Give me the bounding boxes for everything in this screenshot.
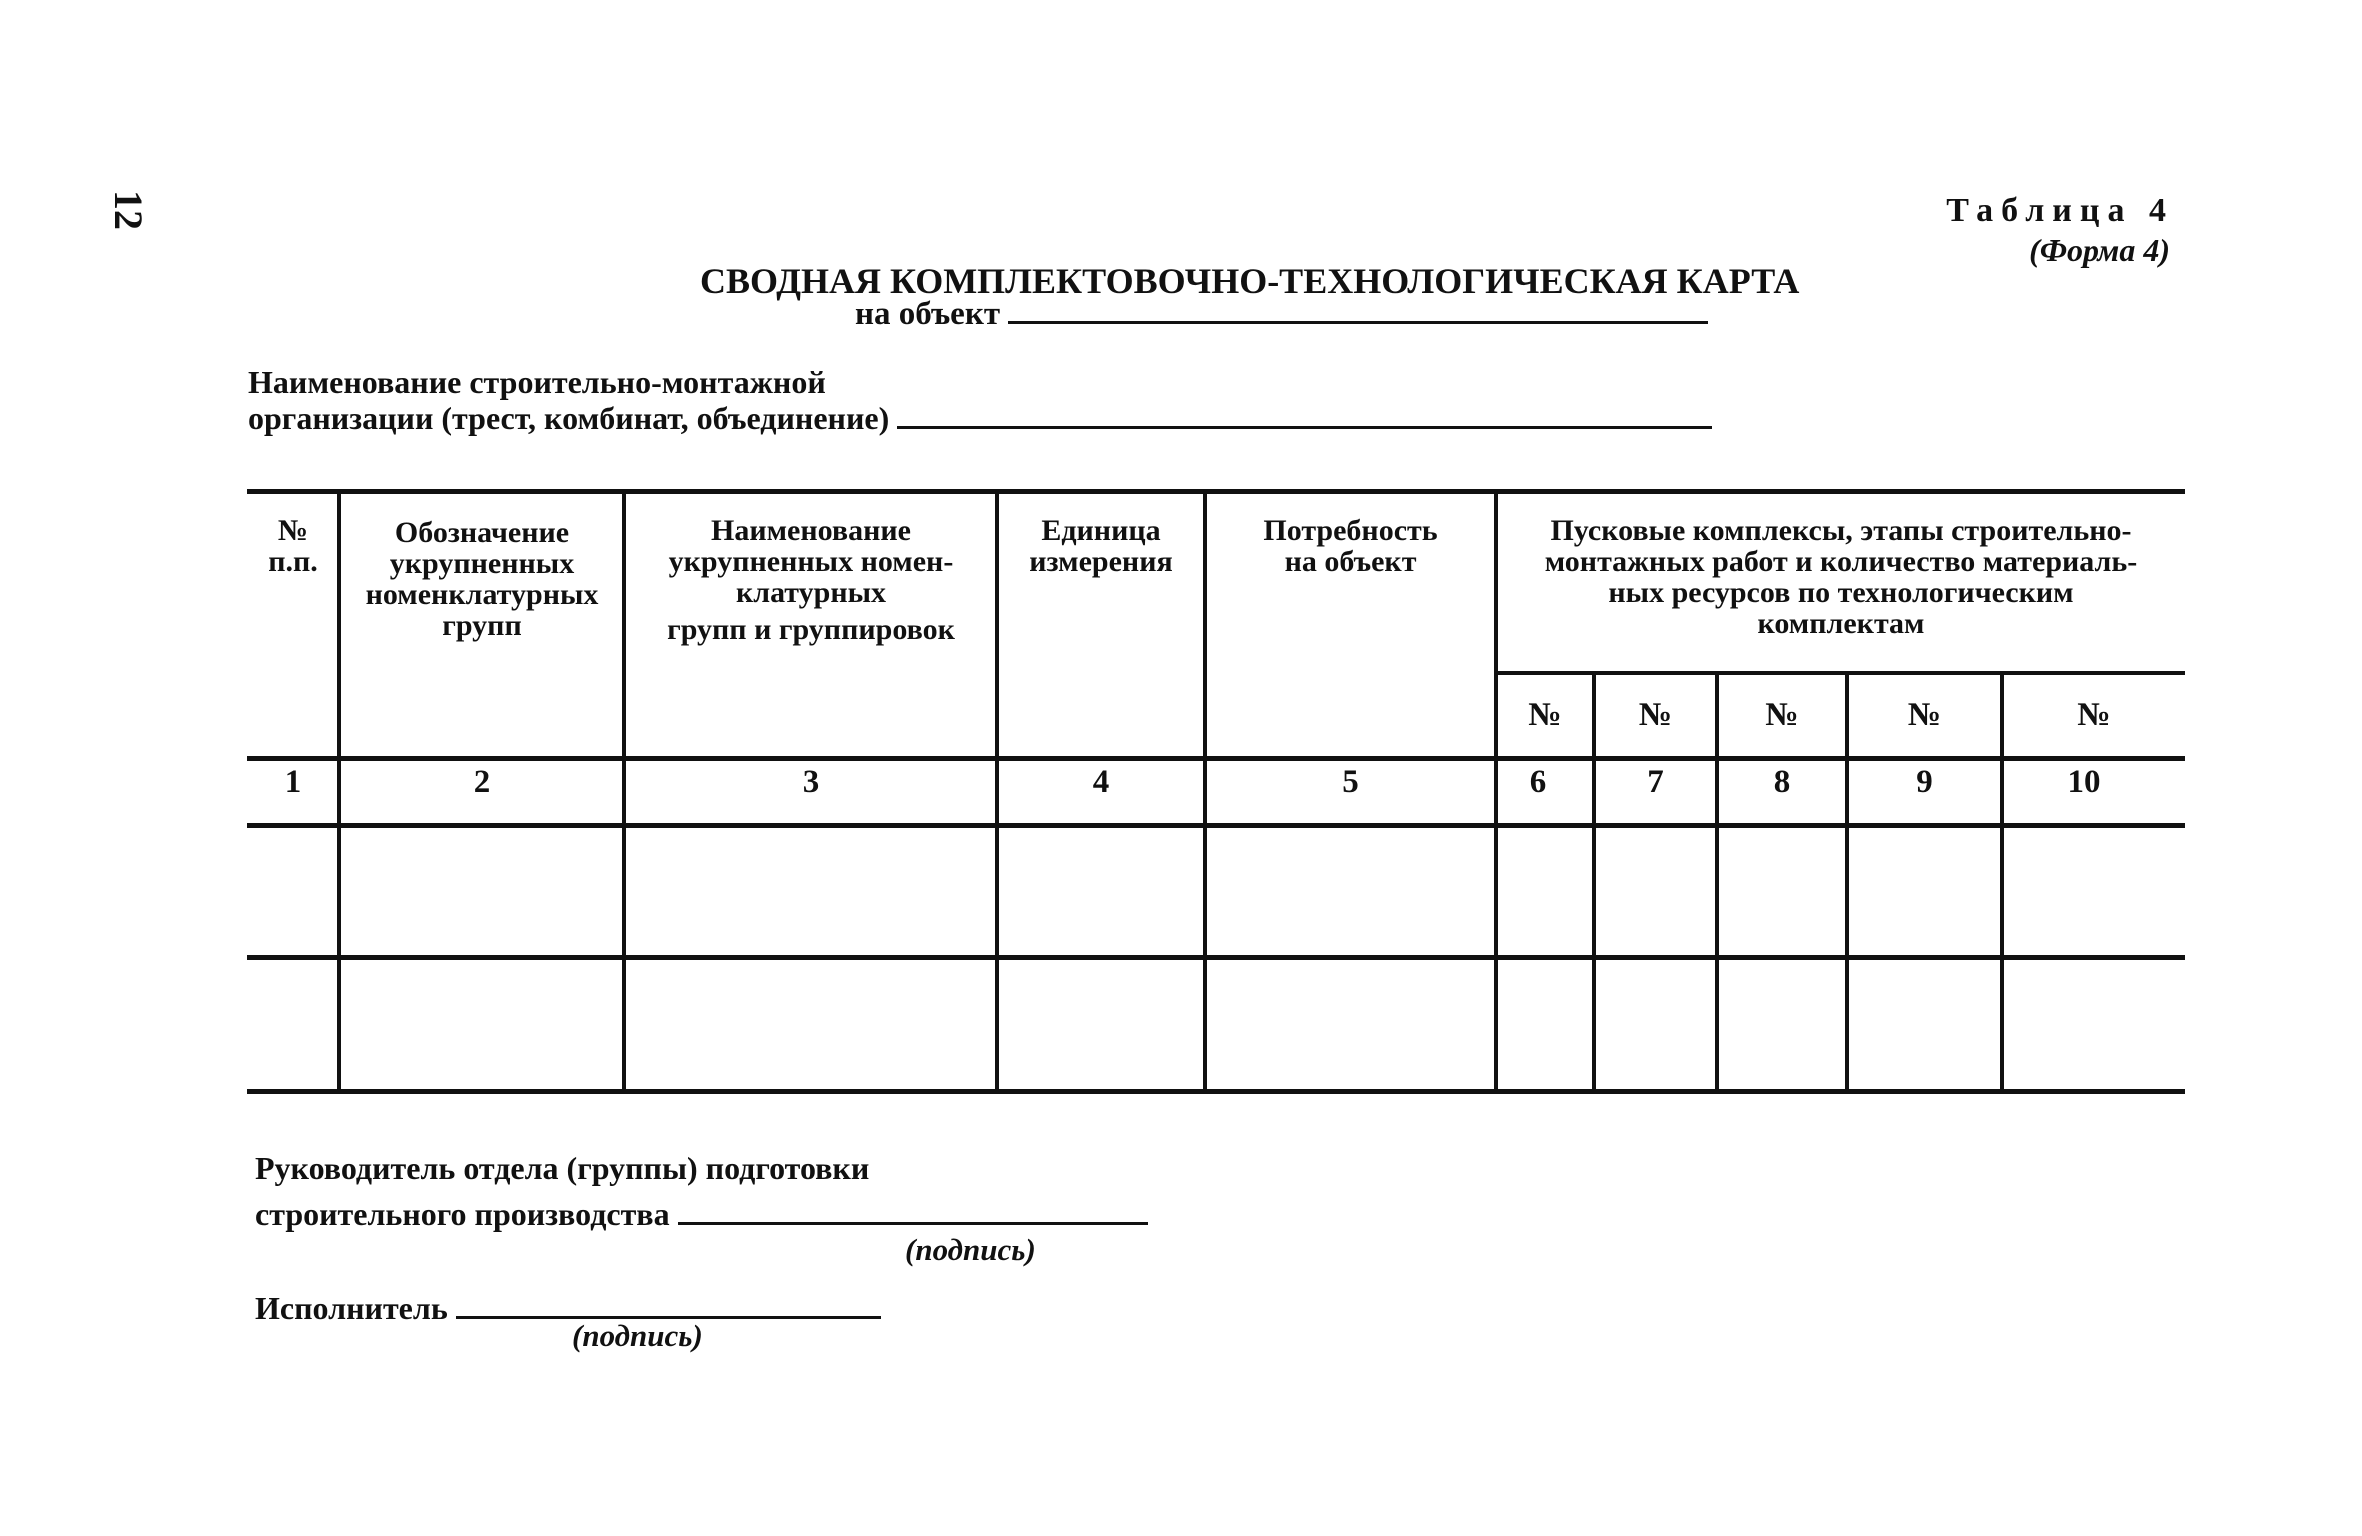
header-text: п.п.	[268, 545, 318, 578]
org-label-line2: организации (трест, комбинат, объединение)	[248, 400, 890, 436]
subheader-no: №	[2077, 697, 2111, 733]
head-label-line1: Руководитель отдела (группы) подготовки	[255, 1150, 870, 1186]
head-label-line2: строительного производства	[255, 1196, 670, 1232]
header-text: Потребность	[1263, 514, 1438, 547]
subheader-rule	[1495, 671, 2185, 675]
document-title: СВОДНАЯ КОМПЛЕКТОВОЧНО-ТЕХНОЛОГИЧЕСКАЯ КАРТА	[700, 261, 1800, 301]
form-label: (Форма 4)	[2029, 232, 2170, 268]
column-number: 4	[1092, 764, 1110, 800]
column-number: 7	[1647, 764, 1664, 800]
header-text: Наименование	[711, 514, 911, 547]
table-top-rule	[247, 489, 2185, 494]
header-text: клатурных	[735, 576, 887, 609]
header-text: комплектам	[1757, 607, 1925, 640]
column-number: 10	[2067, 764, 2101, 800]
page-number: 12	[106, 190, 151, 230]
header-text: ных ресурсов по технологическим	[1608, 576, 2074, 609]
object-blank-field[interactable]	[1008, 321, 1708, 324]
object-label: на объект	[855, 296, 1001, 332]
header-text: на объект	[1284, 545, 1417, 578]
column-number: 3	[802, 764, 820, 800]
header-text: Обозначение	[394, 516, 570, 549]
org-label-line1: Наименование строительно-монтажной	[248, 364, 826, 400]
header-launch-complexes	[1498, 515, 2184, 639]
org-blank-field[interactable]	[897, 426, 1712, 429]
head-line2	[255, 1196, 1148, 1233]
subheader-no: №	[1638, 697, 1673, 733]
header-name	[628, 515, 994, 645]
header-designation	[342, 517, 622, 641]
header-no	[250, 515, 336, 577]
executor-line	[255, 1290, 881, 1327]
table-row[interactable]	[249, 960, 2184, 1088]
header-text: Единица	[1041, 514, 1161, 547]
executor-signature-hint: (подпись)	[572, 1318, 703, 1353]
header-text: монтажных работ и количество материаль-	[1544, 545, 2138, 578]
header-unit	[1000, 515, 1202, 577]
header-demand	[1208, 515, 1493, 577]
header-text: Пусковые комплексы, этапы строительно-	[1550, 514, 2132, 547]
column-number: 5	[1342, 764, 1359, 800]
object-line	[855, 296, 1708, 333]
column-number: 6	[1529, 764, 1547, 800]
header-bottom-rule	[247, 756, 2185, 761]
column-number: 2	[473, 764, 491, 800]
subheader-no: №	[1528, 697, 1562, 733]
head-signature-hint: (подпись)	[905, 1232, 1036, 1267]
header-text: групп и группировок	[667, 613, 955, 646]
table-row[interactable]	[249, 828, 2184, 954]
table-label: Таблица 4	[1946, 192, 2174, 229]
subheader-no: №	[1907, 697, 1942, 733]
table-bottom-rule	[247, 1089, 2185, 1094]
subheader-no: №	[1765, 697, 1799, 733]
executor-label: Исполнитель	[255, 1290, 448, 1326]
header-text: измерения	[1029, 545, 1173, 578]
header-text: №	[277, 514, 309, 547]
column-number: 1	[284, 764, 302, 800]
header-text: групп	[442, 609, 522, 642]
head-signature-field[interactable]	[678, 1222, 1148, 1225]
header-text: номенклатурных	[365, 578, 599, 611]
column-number: 9	[1916, 764, 1933, 800]
header-text: укрупненных	[389, 547, 575, 580]
column-number: 8	[1773, 764, 1791, 800]
org-line2	[248, 400, 1712, 437]
header-text: укрупненных номен-	[668, 545, 954, 578]
